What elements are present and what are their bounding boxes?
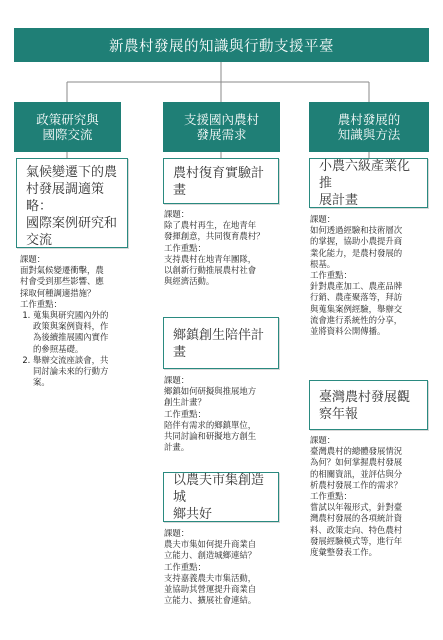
work-label: 工作重點： bbox=[164, 561, 206, 572]
issue-label: 課題： bbox=[310, 214, 336, 224]
work-text: 陪伴有需求的鄉鎮單位， 共同討論和研擬地方創生 計畫。 bbox=[164, 419, 257, 453]
column-heading-policy-research: 政策研究與 國際交流 bbox=[14, 102, 121, 152]
issue-text: 農夫市集如何提升商業自 立能力、創造城鄉連結？ bbox=[164, 539, 257, 561]
issue-label: 課題： bbox=[164, 528, 190, 538]
card-title: 農村復育實驗計畫 bbox=[173, 165, 265, 198]
card-smallholder-industrialization-details bbox=[310, 214, 435, 337]
issue-text: 如何透過經驗和技術層次 的掌握，協助小農提升商 業化能力，是農村發展的 根基。 bbox=[310, 225, 403, 269]
card-township-revitalization bbox=[163, 317, 279, 369]
work-text: 支持農村在地青年團隊， 以創新行動推展農村社會 與經濟活動。 bbox=[164, 253, 257, 287]
column-heading-knowledge-methods: 農村發展的 知識與方法 bbox=[309, 102, 429, 152]
work-list-item: 2. 舉辦交流座談會，共 同討論未來的行動方 案。 bbox=[33, 355, 132, 389]
card-farmers-market-details bbox=[164, 528, 288, 606]
work-text: 嘗試以年報形式，針對臺 灣農村發展的各項統計資 料、政策走向、特色農村 發展經驗模式等，進行年 度彙整發表工作。 bbox=[310, 502, 403, 558]
issue-label: 課題： bbox=[164, 375, 190, 385]
card-title: 臺灣農村發展觀 察年報 bbox=[319, 389, 411, 422]
work-label: 工作重點： bbox=[20, 298, 62, 309]
issue-label: 課題： bbox=[310, 435, 336, 445]
issue-text: 面對氣候變遷衝擊，農 村會受到那些影響、應 採取何種調適措施？ bbox=[20, 265, 104, 298]
work-list bbox=[20, 310, 132, 388]
card-climate-adaptation-details bbox=[20, 254, 132, 388]
card-annual-observation-report bbox=[309, 380, 428, 430]
work-label: 工作重點： bbox=[164, 408, 206, 419]
work-list-item: 1. 蒐集與研究國內外的 政策與案例資料，作 為後續推展國內實作 的參照基礎。 bbox=[33, 310, 132, 355]
issue-text: 臺灣農村的總體發展情況 為何？如何掌握農村發展 的相關資訊，並評估與分 析農村發展工作的需求？ bbox=[310, 446, 403, 490]
work-label: 工作重點： bbox=[310, 270, 352, 281]
card-title: 鄉鎮創生陪伴計 畫 bbox=[173, 327, 265, 360]
issue-label: 課題： bbox=[164, 209, 190, 219]
work-text: 針對農產加工、農產品牌 行銷、農產聚落等，拜訪 與蒐集案例經驗，舉辦交 流會進行系統性的分享， 並將資料公開傳播。 bbox=[310, 281, 403, 337]
card-township-revitalization-details bbox=[164, 375, 288, 453]
card-farmers-market bbox=[163, 472, 279, 522]
card-title: 氣候變遷下的農 村發展調適策略： 國際案例研究和 交流 bbox=[26, 165, 118, 248]
card-annual-observation-report-details bbox=[310, 435, 435, 558]
work-text: 支持嘉義農夫市集活動， 並協助其營運提升商業自 立能力、擴展社會連結。 bbox=[164, 572, 257, 606]
platform-title: 新農村發展的知識與行動支援平臺 bbox=[14, 28, 429, 62]
work-label: 工作重點： bbox=[310, 491, 352, 502]
work-label: 工作重點： bbox=[164, 242, 206, 253]
card-rural-restoration-details bbox=[164, 209, 288, 287]
issue-label: 課題： bbox=[20, 254, 46, 264]
card-title: 以農夫市集創造城 鄉共好 bbox=[173, 473, 265, 522]
card-title: 小農六級產業化推 展計畫 bbox=[319, 159, 411, 208]
issue-text: 除了農村再生，在地青年 發揮創意，共同復育農村？ bbox=[164, 220, 265, 242]
card-climate-adaptation bbox=[16, 158, 128, 248]
column-heading-domestic-support: 支援國內農村 發展需求 bbox=[163, 102, 280, 152]
card-rural-restoration bbox=[163, 158, 279, 204]
issue-text: 鄉鎮如何研擬與推展地方 創生計畫？ bbox=[164, 386, 257, 408]
card-smallholder-industrialization bbox=[309, 158, 428, 208]
